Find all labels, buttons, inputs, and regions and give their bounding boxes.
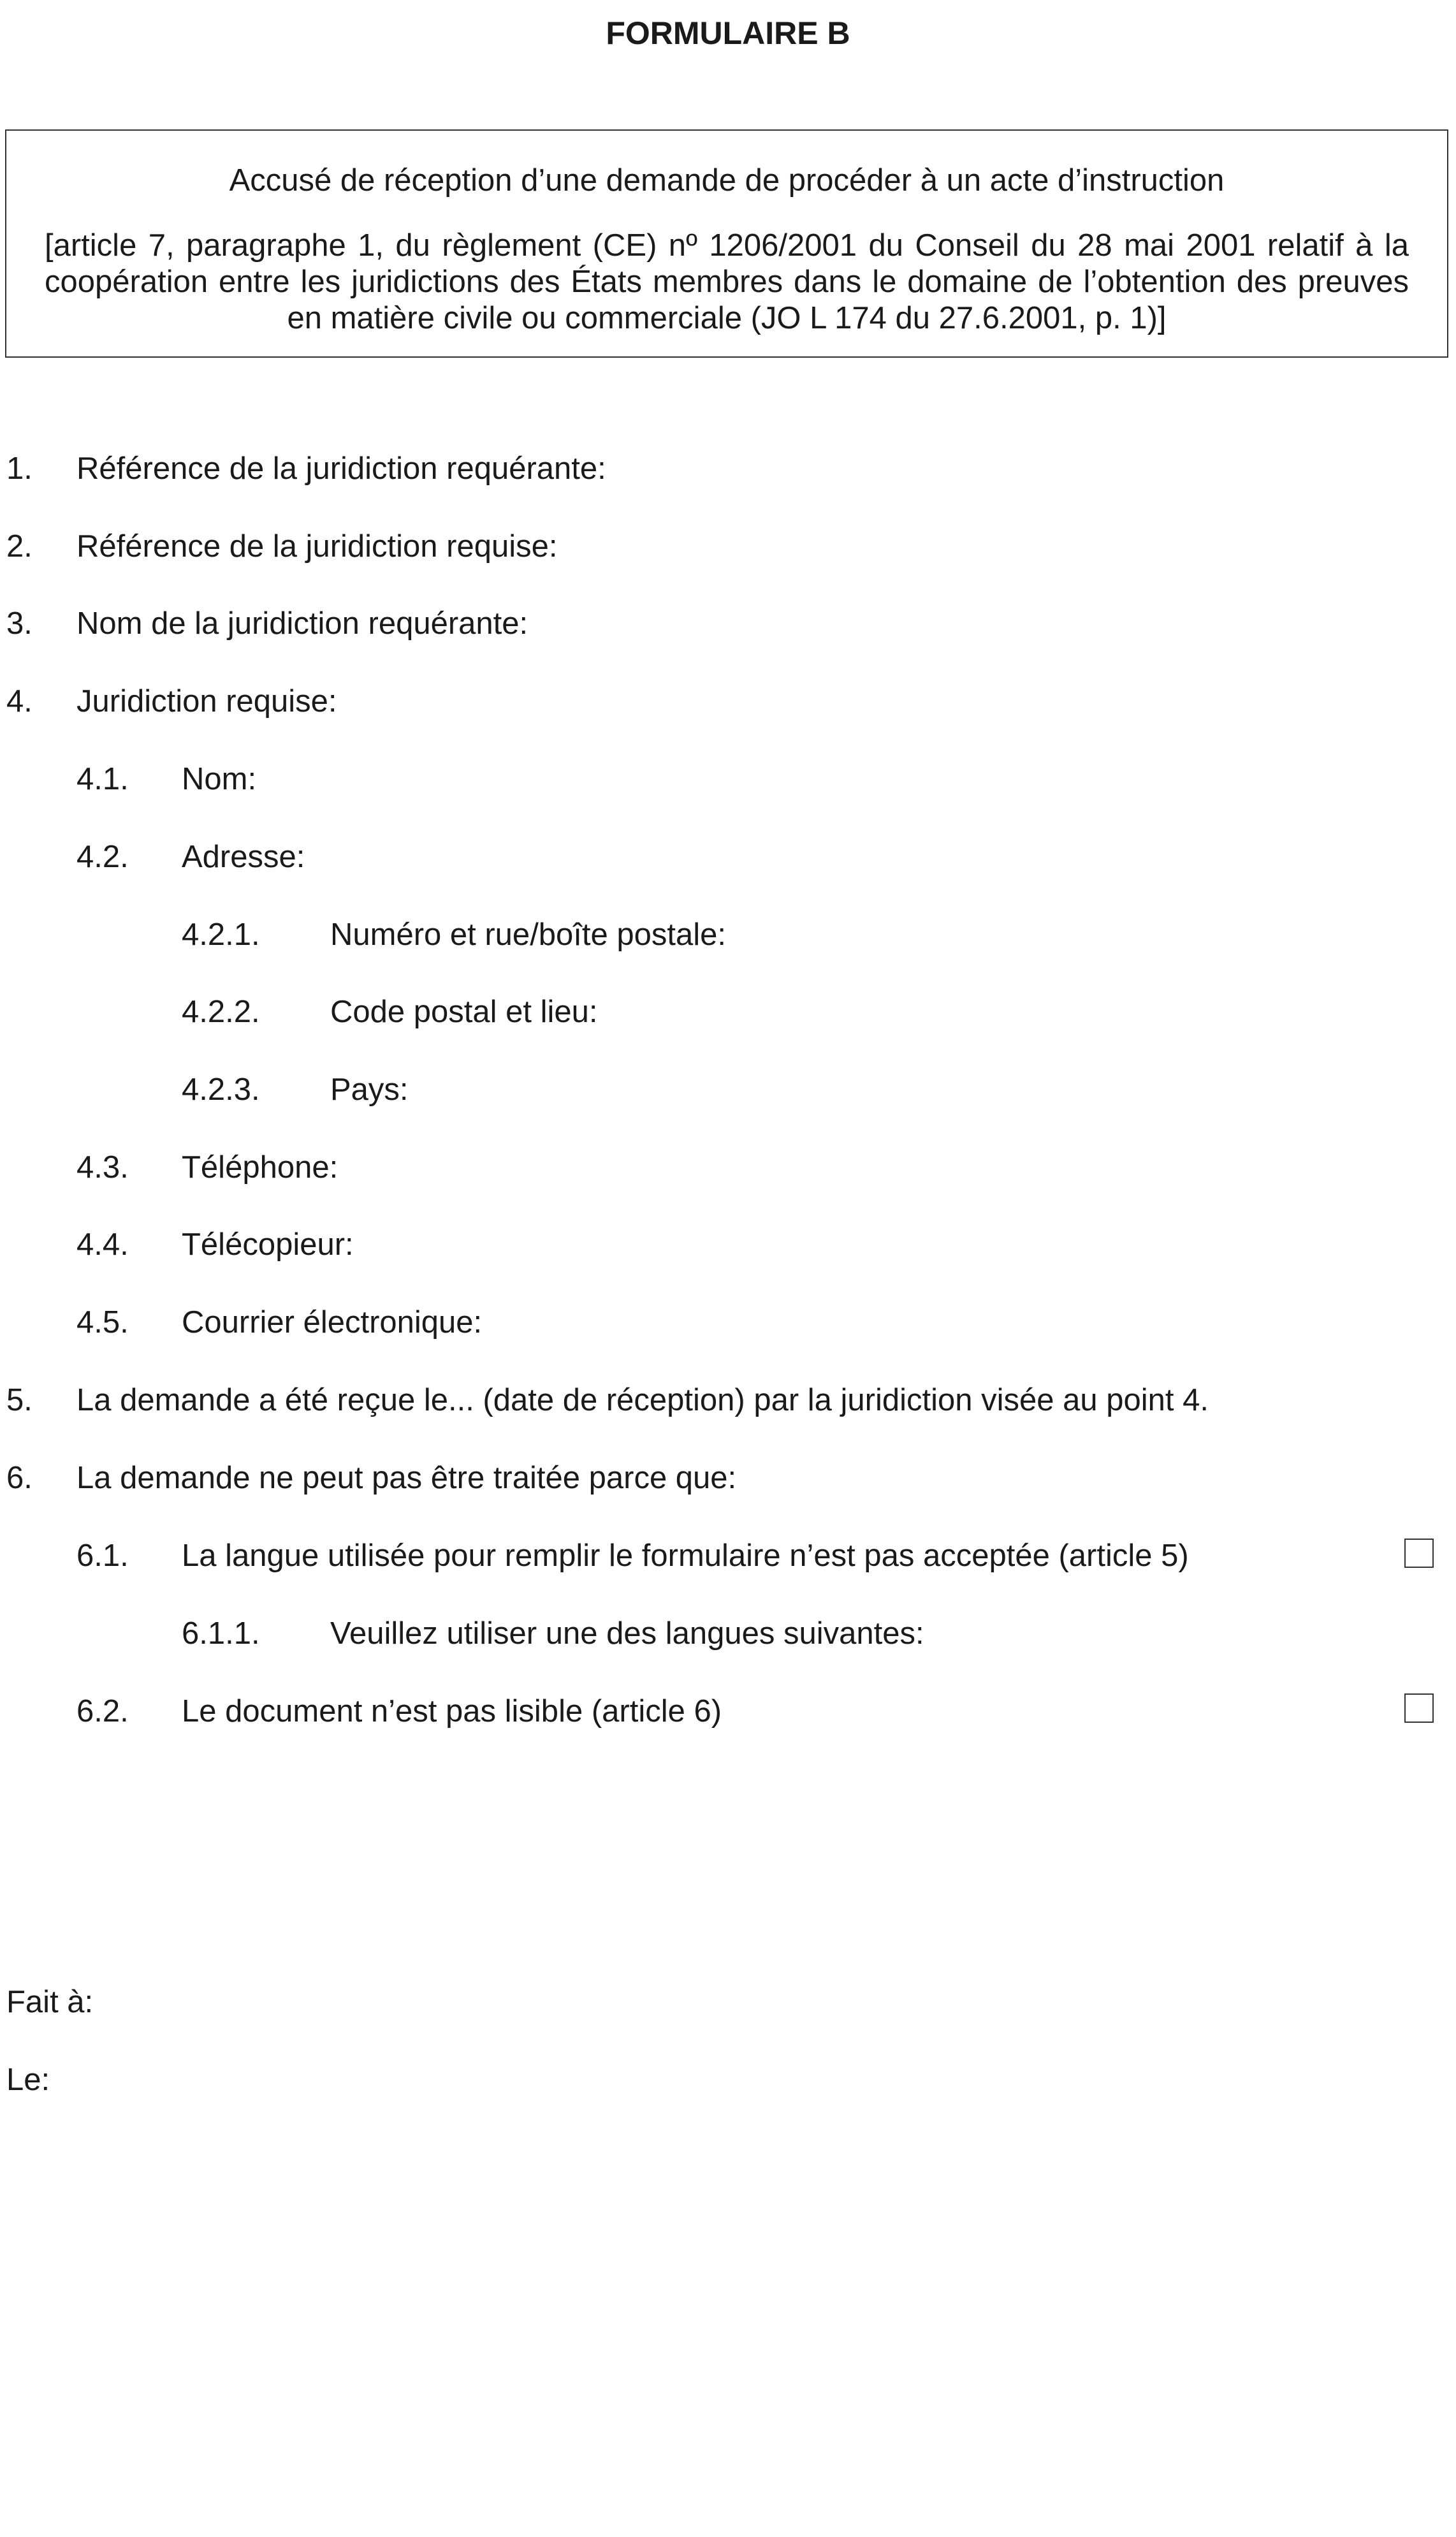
regulation-reference: [article 7, paragraphe 1, du règlement (CE) nº 1206/2001 du Conseil du 28 mai 2001 relatif à la coopération entre les juridictions des États membres dans le domaine de l’obtention des preuves en matière civile ou commerciale (JO L 174 du 27.6.2001, p. 1)] — [45, 228, 1409, 335]
place-label: Fait à: — [6, 1985, 94, 2019]
item-number: 4.3. — [76, 1150, 129, 1185]
item-label: La langue utilisée pour remplir le formulaire n’est pas acceptée (article 5) — [182, 1539, 1189, 1573]
item-label: Référence de la juridiction requérante: — [76, 451, 606, 486]
item-number: 2. — [6, 529, 33, 564]
item-number: 6.1. — [76, 1539, 129, 1573]
document-illegible-checkbox[interactable] — [1404, 1693, 1434, 1723]
item-number: 6.1.1. — [182, 1616, 260, 1651]
form-subtitle: Accusé de réception d’une demande de procéder à un acte d’instruction — [229, 163, 1225, 198]
item-label: Télécopieur: — [182, 1227, 354, 1262]
item-number: 6. — [6, 1461, 33, 1495]
item-number: 1. — [6, 451, 33, 486]
item-label: Veuillez utiliser une des langues suivantes: — [330, 1616, 924, 1651]
date-label: Le: — [6, 2063, 50, 2097]
item-label: Code postal et lieu: — [330, 995, 598, 1029]
item-number: 4.5. — [76, 1305, 129, 1340]
form-title: FORMULAIRE B — [606, 15, 850, 51]
item-number: 3. — [6, 606, 33, 641]
item-number: 5. — [6, 1383, 33, 1417]
item-number: 6.2. — [76, 1694, 129, 1729]
item-label: Référence de la juridiction requise: — [76, 529, 558, 564]
item-number: 4.2.3. — [182, 1072, 260, 1107]
item-number: 4.2. — [76, 840, 129, 874]
item-label: Nom de la juridiction requérante: — [76, 606, 528, 641]
item-label: Adresse: — [182, 840, 305, 874]
item-label: Numéro et rue/boîte postale: — [330, 918, 727, 952]
language-not-accepted-checkbox[interactable] — [1404, 1539, 1434, 1568]
item-number: 4.2.1. — [182, 918, 260, 952]
item-label: La demande ne peut pas être traitée parce que: — [76, 1461, 737, 1495]
item-number: 4.4. — [76, 1227, 129, 1262]
item-number: 4.1. — [76, 762, 129, 796]
item-label: La demande a été reçue le... (date de réception) par la juridiction visée au point 4. — [76, 1383, 1209, 1417]
item-label: Le document n’est pas lisible (article 6) — [182, 1694, 722, 1729]
item-label: Téléphone: — [182, 1150, 339, 1185]
item-number: 4. — [6, 684, 33, 719]
item-label: Juridiction requise: — [76, 684, 337, 719]
item-label: Pays: — [330, 1072, 409, 1107]
header-box — [5, 129, 1448, 358]
item-number: 4.2.2. — [182, 995, 260, 1029]
item-label: Courrier électronique: — [182, 1305, 483, 1340]
item-label: Nom: — [182, 762, 257, 796]
